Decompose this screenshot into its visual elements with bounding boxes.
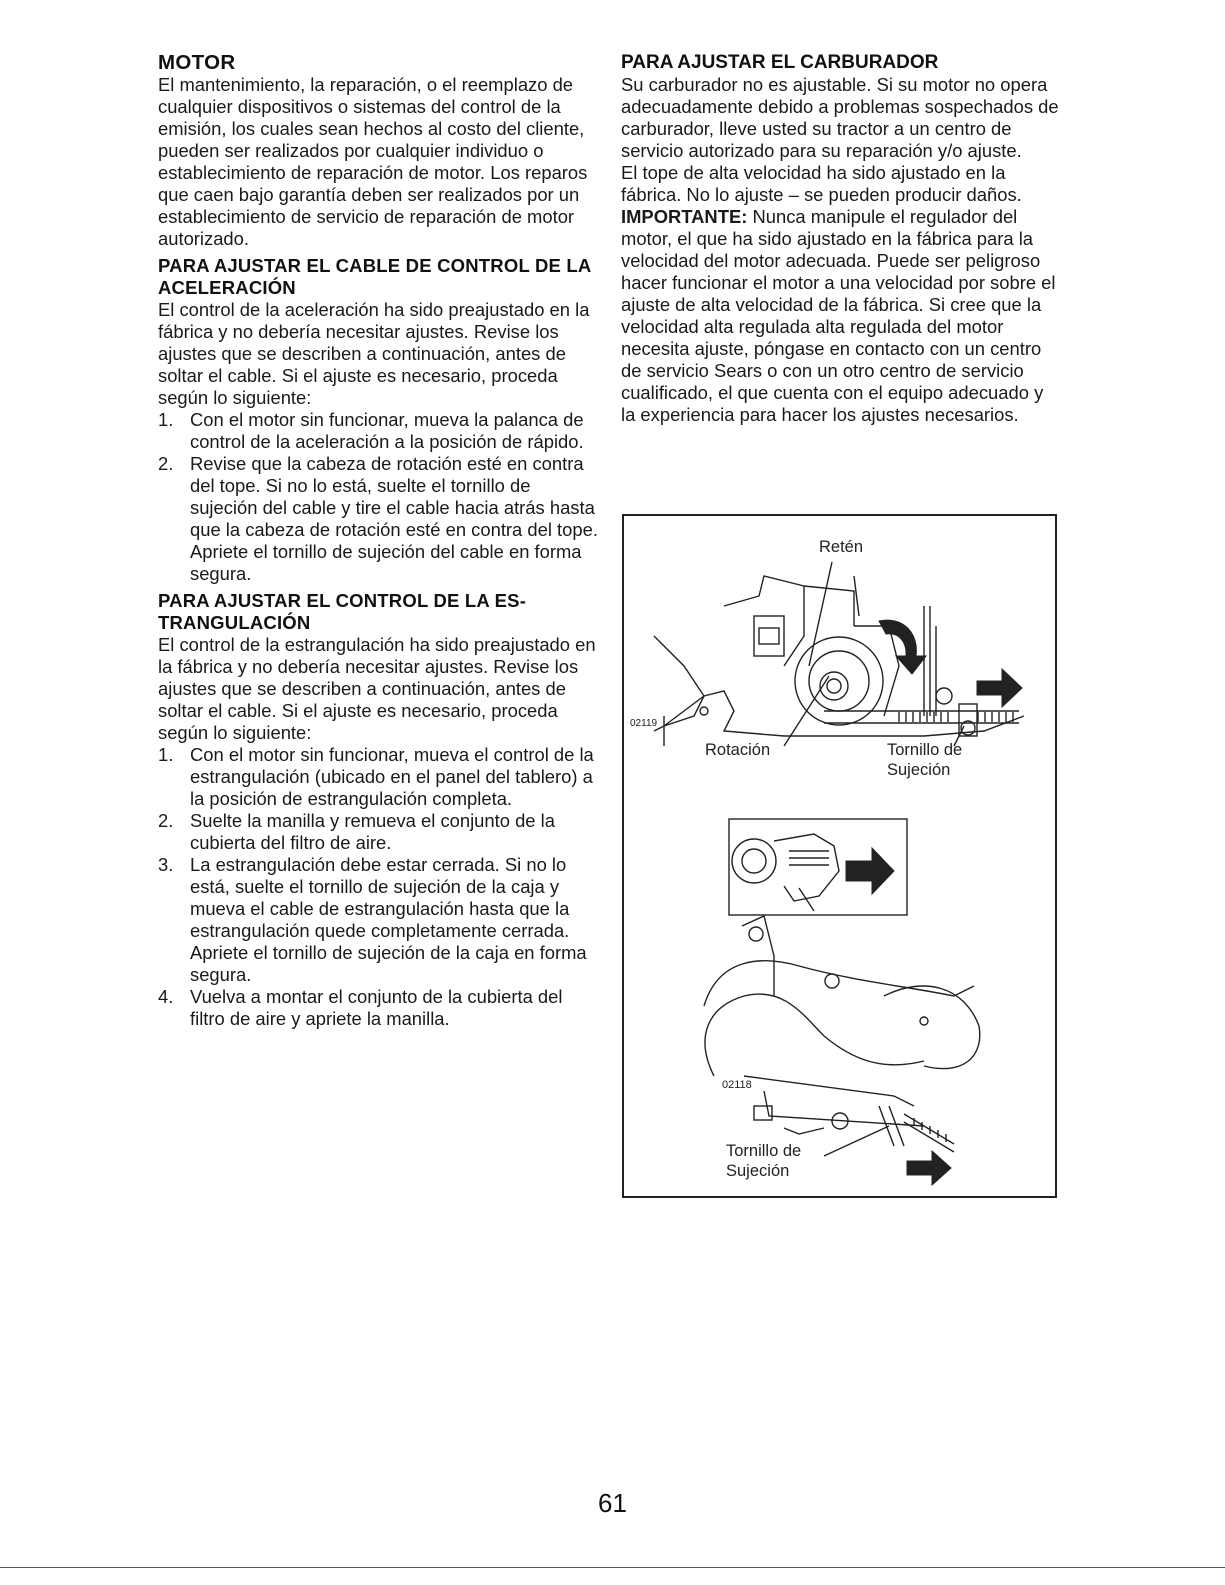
choke-step: 4. Vuelva a montar el conjunto de la cubierta del filtro de aire y apriete la manilla. (158, 986, 563, 1029)
throttle-intro: El control de la aceleración ha sido preajustado en la fábrica y no debería necesitar ajustes. Revise los ajustes que se describen a continuación, antes de soltar el cable. Si el ajuste es necesario, proceda según lo siguiente: (158, 299, 590, 408)
choke-steps (158, 744, 598, 1030)
adjustment-figure (622, 514, 1057, 1198)
figure-code-bottom: 02118 (722, 1079, 752, 1091)
carburetor-heading: PARA AJUSTAR EL CARBURADOR (621, 52, 939, 73)
label-sujecion-bottom: Sujeción (726, 1162, 790, 1180)
label-tornillo-bottom: Tornillo de (726, 1142, 802, 1160)
right-column (621, 52, 1061, 426)
figure-illustration (624, 516, 1055, 1196)
bottom-rule (0, 1567, 1225, 1568)
choke-intro: El control de la estrangulación ha sido preajustado en la fábrica y no debería necesitar ajustes. Revise los ajustes que se describen a continuación, antes de soltar el cable. Si el ajuste es necesario, proceda según lo siguiente: (158, 634, 596, 743)
important-paragraph (621, 206, 1061, 426)
motor-paragraph: El mantenimiento, la reparación, o el reemplazo de cualquier dispositivos o sistemas del control de la emisión, los cuales sean hechos al costo del cliente, pueden ser realizados por cualquier individuo o establecimiento de reparación de motor. Los reparos que caen bajo garantía deben ser realizados por un establecimiento de servicio de reparación de motor autorizado. (158, 74, 588, 249)
throttle-heading: PARA AJUSTAR EL CABLE DE CONTROL DE LA ACELERACIÓN (158, 255, 591, 298)
choke-heading: PARA AJUSTAR EL CONTROL DE LA ES-TRANGULACIÓN (158, 590, 527, 633)
left-column (158, 52, 598, 1030)
choke-step: 1. Con el motor sin funcionar, mueva el control de la estrangulación (ubicado en el panel del tablero) a la posición de estrangulación completa. (158, 744, 594, 809)
throttle-step: 2. Revise que la cabeza de rotación esté en contra del tope. Si no lo está, suelte el tornillo de sujeción del cable y tire el cable hacia atrás hasta que la cabeza de rotación esté en contra del tope. Apriete el tornillo de sujeción del cable en forma segura. (158, 453, 598, 584)
label-tornillo-top: Tornillo de (887, 741, 963, 759)
page-number: 61 (598, 1488, 627, 1518)
throttle-step: 1. Con el motor sin funcionar, mueva la palanca de control de la aceleración a la posición de rápido. (158, 409, 584, 452)
motor-heading: MOTOR (158, 51, 236, 74)
carburetor-paragraph-1: Su carburador no es ajustable. Si su motor no opera adecuadamente debido a problemas sospechados de carburador, lleve usted su tractor a un centro de servicio autorizado para su reparación y/o ajuste. (621, 74, 1059, 161)
label-sujecion-top: Sujeción (887, 761, 951, 779)
choke-step: 2. Suelte la manilla y remueva el conjunto de la cubierta del filtro de aire. (158, 810, 555, 853)
figure-code-top: 02119 (630, 718, 658, 729)
important-text: Nunca manipule el regulador del motor, el que ha sido ajustado en la fábrica para la velocidad del motor adecuada. Puede ser peligroso hacer funcionar el motor a una velocidad por sobre el ajuste de alta velocidad de la fábrica. Si cree que la velocidad alta regulada alta regulada del motor necesita ajuste, póngase en contacto con un centro de servicio Sears o con un otro centro de servicio cualificado, el que cuenta con el equipo adecuado y la experiencia para hacer los ajustes necesarios. (621, 206, 1056, 425)
choke-step: 3. La estrangulación debe estar cerrada. Si no lo está, suelte el tornillo de sujeción de la caja y mueva el cable de estrangulación hasta que la estrangulación quede completamente cerrada. Apriete el tornillo de sujeción de la caja en forma segura. (158, 854, 587, 985)
carburetor-paragraph-2: El tope de alta velocidad ha sido ajustado en la fábrica. No lo ajuste – se pueden producir daños. (621, 162, 1022, 205)
important-label: IMPORTANTE: (621, 206, 748, 227)
throttle-steps (158, 409, 598, 585)
label-reten: Retén (819, 538, 864, 556)
label-rotacion: Rotación (705, 741, 771, 759)
